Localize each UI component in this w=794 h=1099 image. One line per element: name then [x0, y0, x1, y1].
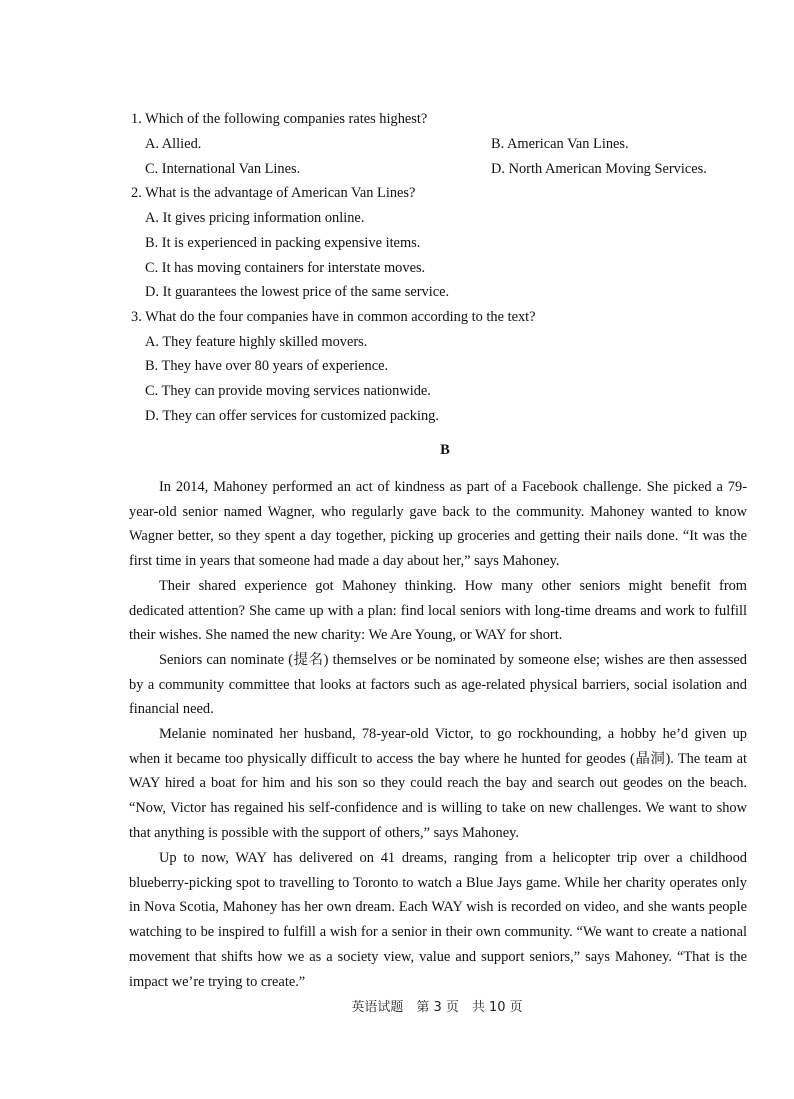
passage-paragraph-5: Up to now, WAY has delivered on 41 dreams, ranging from a helicopter trip over a childhood blueberry-picking spot to travelling to Toronto to watch a Blue Jays game. While her charity operates only in Nova Scotia, Mahoney has her own dream. Each WAY wish is recorded on video, and she wants people watching to be inspired to fulfill a wish for a senior in their own community. “We want to create a national movement that shifts how we as a society view, value and support seniors,” says Mahoney. “That is the impact we’re trying to create.” [129, 850, 747, 990]
question-2-option-d: D. It guarantees the lowest price of the same service. [145, 284, 450, 300]
question-3-option-d: D. They can offer services for customized packing. [145, 408, 439, 424]
question-3-option-c: C. They can provide moving services nationwide. [145, 383, 431, 399]
question-3-option-b: B. They have over 80 years of experience. [145, 358, 389, 374]
question-1-option-b: B. American Van Lines. [491, 136, 629, 152]
page-footer: 英语试题 第 3 页 共 10 页 [351, 1000, 523, 1015]
passage-paragraph-3: Seniors can nominate (提名) themselves or be nominated by someone else; wishes are then assessed by a community committee that looks at factors such as age-related physical barriers, social isolation and financial need. [129, 652, 747, 718]
question-1-stem: 1. Which of the following companies rates highest? [131, 111, 428, 127]
question-2-option-a: A. It gives pricing information online. [145, 210, 365, 226]
question-1-option-a: A. Allied. [145, 136, 202, 152]
question-2-stem: 2. What is the advantage of American Van Lines? [131, 185, 416, 201]
passage-paragraph-1: In 2014, Mahoney performed an act of kindness as part of a Facebook challenge. She picked a 79-year-old senior named Wagner, who regularly gave back to the community. Mahoney wanted to know Wagner better, so they spent a day together, picking up groceries and getting their nails done. “It was the first time in years that someone had made a day about her,” says Mahoney. [129, 479, 747, 570]
question-3-stem: 3. What do the four companies have in common according to the text? [131, 309, 536, 325]
question-2-option-b: B. It is experienced in packing expensive items. [145, 235, 421, 251]
question-1-option-c: C. International Van Lines. [145, 161, 301, 177]
question-2-option-c: C. It has moving containers for interstate moves. [145, 260, 426, 276]
passage-paragraph-2: Their shared experience got Mahoney thinking. How many other seniors might benefit from dedicated attention? She came up with a plan: find local seniors with long-time dreams and work to fulfill their wishes. She named the new charity: We Are Young, or WAY for short. [129, 578, 747, 644]
question-1-option-d: D. North American Moving Services. [491, 161, 707, 177]
passage-paragraph-4: Melanie nominated her husband, 78-year-old Victor, to go rockhounding, a hobby he’d given up when it became too physically difficult to access the bay where he hunted for geodes (晶洞). The team at WAY hired a boat for him and his son so they could reach the bay and search out geodes on the beach. “Now, Victor has regained his self-confidence and is willing to take on new challenges. We want to show that anything is possible with the support of others,” says Mahoney. [129, 726, 747, 841]
question-3-option-a: A. They feature highly skilled movers. [145, 334, 368, 350]
section-b-title: B [440, 442, 450, 458]
